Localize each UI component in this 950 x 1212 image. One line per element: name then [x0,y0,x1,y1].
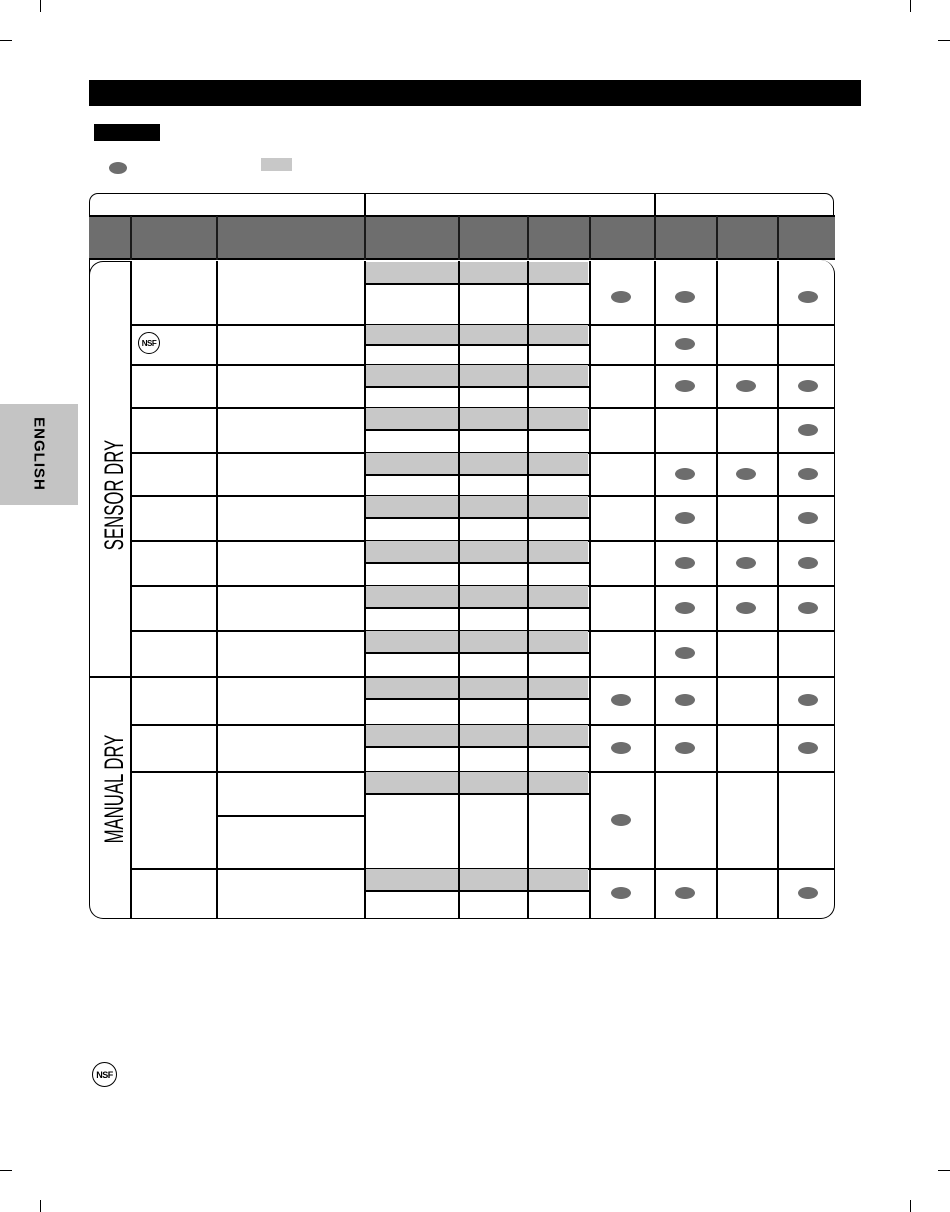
table-divider [589,724,591,771]
status-dot [736,380,756,392]
table-divider [716,540,718,585]
language-tab [0,404,78,505]
table-divider [364,386,589,388]
table-divider [716,724,718,771]
crop-mark [910,1200,911,1212]
table-divider [89,676,835,678]
table-divider [458,261,460,324]
table-divider [589,676,591,724]
crop-mark [0,40,12,41]
table-divider [458,676,460,724]
table-divider [458,364,460,407]
status-dot [675,742,695,754]
table-divider [527,364,529,407]
table-divider [654,724,656,771]
table-divider [589,261,591,324]
table-divider [364,698,589,700]
table-divider [458,868,460,918]
table-divider [458,585,460,630]
table-divider [130,452,132,495]
table-divider [130,868,132,918]
table-divider [589,771,591,868]
table-divider [716,216,718,260]
table-divider [777,630,779,676]
table-divider [589,868,591,918]
table-divider [458,407,460,452]
table-divider [654,364,656,407]
table-divider [364,407,366,452]
table-divider [130,540,132,585]
table-divider [364,216,366,260]
status-dot [611,814,631,826]
table-divider [716,495,718,540]
table-cell-shaded [365,725,588,746]
table-divider [364,364,366,407]
table-divider [777,868,779,918]
table-divider [654,630,656,676]
table-divider [777,540,779,585]
table-cell-shaded [365,262,588,283]
table-divider [458,630,460,676]
table-divider [458,216,460,260]
table-divider [527,495,529,540]
table-divider [216,771,218,868]
table-divider [527,407,529,452]
table-divider [216,630,218,676]
status-dot [798,424,818,436]
table-divider [527,452,529,495]
table-divider [130,407,132,452]
table-divider [364,771,366,868]
table-divider [130,630,132,676]
table-divider [589,540,591,585]
status-dot [798,512,818,524]
status-dot [611,742,631,754]
table-divider [654,452,656,495]
table-divider [130,216,132,260]
table-divider [216,452,218,495]
table-divider [589,630,591,676]
table-divider [364,452,366,495]
table-divider [527,324,529,364]
table-divider [777,724,779,771]
table-divider [364,890,589,892]
nsf-badge [138,332,160,354]
table-cell-shaded [365,325,588,344]
crop-mark [910,0,911,12]
table-divider [364,562,589,564]
table-divider [589,407,591,452]
table-divider [216,868,218,918]
status-dot [798,602,818,614]
table-divider [216,216,218,260]
table-divider [130,324,132,364]
table-divider [364,793,589,795]
table-divider [130,261,132,324]
table-divider [716,771,718,868]
table-divider [654,324,656,364]
table-cell-shaded [365,586,588,607]
table-divider [527,585,529,630]
status-dot [736,557,756,569]
table-divider [654,540,656,585]
table-divider [589,364,591,407]
nsf-badge-footnote [92,1062,117,1087]
table-divider [777,407,779,452]
table-divider [364,630,366,676]
table-divider [654,407,656,452]
nsf-badge-label: NSF [96,1069,113,1080]
table-divider [364,194,366,216]
table-divider [216,585,218,630]
table-divider [589,324,591,364]
status-dot [675,468,695,480]
table-cell-shaded [365,772,588,793]
table-divider [654,676,656,724]
table-divider [130,771,132,868]
crop-mark [40,0,41,12]
status-dot [611,694,631,706]
table-cell-shaded [365,408,588,429]
table-divider [654,868,656,918]
table-divider [654,194,656,216]
table-divider [589,495,591,540]
table-divider [458,540,460,585]
table-cell-shaded [365,541,588,562]
status-dot [675,647,695,659]
table-divider [589,585,591,630]
table-cell-shaded [365,365,588,386]
table-divider [89,215,835,217]
status-dot [736,468,756,480]
crop-mark [0,1170,12,1171]
table-divider [716,868,718,918]
table-cell-shaded [365,453,588,474]
table-divider [364,474,589,476]
status-dot [736,602,756,614]
section-label-sensor: SENSOR DRY [99,439,129,551]
table-divider [364,585,366,630]
table-divider [130,724,132,771]
legend-shade [261,158,292,171]
table-divider [130,495,132,540]
table-divider [130,676,132,724]
table-divider [654,261,656,324]
table-divider [527,771,529,868]
status-dot [798,468,818,480]
table-divider [130,585,132,630]
legend-dot [109,162,127,174]
table-cell-shaded [365,631,588,652]
table-divider [777,216,779,260]
crop-mark [40,1200,41,1212]
table-divider [216,676,218,724]
status-dot [798,694,818,706]
status-dot [798,887,818,899]
language-tab-label: ENGLISH [30,417,48,491]
table-top-band [89,193,834,215]
table-divider [716,261,718,324]
table-divider [654,216,656,260]
status-dot [675,291,695,303]
status-dot [675,338,695,350]
table-divider [216,364,218,407]
table-divider [716,407,718,452]
table-divider [777,452,779,495]
table-divider [364,676,366,724]
table-divider [216,495,218,540]
status-dot [675,694,695,706]
status-dot [675,380,695,392]
table-divider [716,364,718,407]
table-divider [527,676,529,724]
table-divider [364,429,589,431]
status-dot [798,291,818,303]
table-divider [716,324,718,364]
table-divider [364,517,589,519]
table-divider [364,746,589,748]
status-dot [798,380,818,392]
table-divider [364,724,366,771]
table-divider [458,724,460,771]
table-divider [458,771,460,868]
table-divider [654,495,656,540]
table-divider [130,364,132,407]
status-dot [675,602,695,614]
status-dot [675,887,695,899]
table-divider [589,452,591,495]
table-cell-shaded [365,869,588,890]
table-divider [216,407,218,452]
table-divider [654,585,656,630]
table-divider [364,607,589,609]
table-divider [216,815,364,817]
table-divider [216,324,218,364]
table-divider [777,676,779,724]
table-divider [527,630,529,676]
table-divider [216,540,218,585]
table-divider [589,216,591,260]
table-divider [458,495,460,540]
status-dot [798,557,818,569]
table-divider [364,652,589,654]
table-divider [216,261,218,324]
table-divider [716,585,718,630]
table-divider [777,324,779,364]
table-divider [364,495,366,540]
table-divider [527,540,529,585]
subheading-block [94,124,160,141]
table-divider [716,630,718,676]
table-divider [527,868,529,918]
table-divider [777,771,779,868]
table-header [89,215,835,260]
nsf-badge-label: NSF [141,338,157,348]
table-divider [364,283,589,285]
table-divider [777,495,779,540]
table-divider [364,540,366,585]
table-cell-shaded [365,496,588,517]
table-divider [777,364,779,407]
table-divider [364,261,366,324]
table-divider [458,324,460,364]
table-divider [527,724,529,771]
table-divider [364,324,366,364]
table-cell-shaded [365,677,588,698]
crop-mark [938,1170,950,1171]
table-divider [716,676,718,724]
table-divider [777,585,779,630]
status-dot [798,742,818,754]
table-divider [777,261,779,324]
table-divider [216,724,218,771]
status-dot [675,557,695,569]
title-bar [89,80,861,106]
section-label-manual: MANUAL DRY [99,734,129,844]
table-divider [364,868,366,918]
table-divider [654,771,656,868]
status-dot [611,887,631,899]
table-divider [364,344,589,346]
table-divider [458,452,460,495]
status-dot [675,512,695,524]
status-dot [611,291,631,303]
table-divider [527,261,529,324]
crop-mark [938,40,950,41]
table-divider [716,452,718,495]
table-divider [527,216,529,260]
